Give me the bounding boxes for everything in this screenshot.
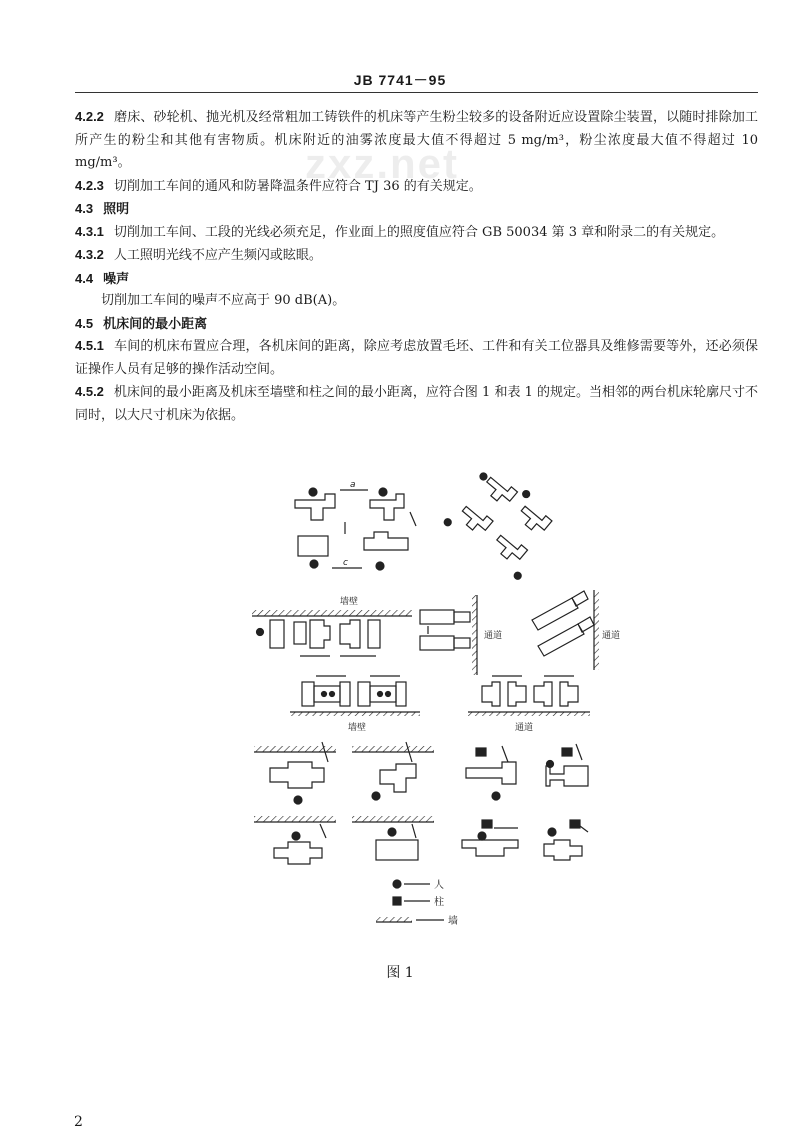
legend-column-label: 柱 — [434, 897, 444, 908]
label-aisle-left: 通道 — [484, 631, 503, 641]
clause-4-3-1: 4.3.1 切削加工车间、工段的光线必须充足，作业面上的照度值应符合 GB 50034 第 3 章和附录二的有关规定。 — [75, 223, 725, 240]
legend-wall-label: 墙 — [448, 916, 458, 927]
diagram-floor-row — [290, 676, 590, 733]
legend-person-icon — [393, 880, 401, 888]
diagram-wall-row — [252, 595, 412, 656]
clause-4-2-3: 4.2.3 切削加工车间的通风和防暑降温条件应符合 TJ 36 的有关规定。 — [75, 177, 482, 194]
label-wall-floor: 墙壁 — [348, 723, 367, 733]
diagram-side-wall — [420, 590, 620, 675]
label-a: a — [350, 480, 356, 490]
label-c: c — [343, 558, 348, 568]
diagram-row-4 — [254, 742, 588, 804]
figure-caption: 图 1 — [386, 965, 414, 981]
legend-person-label: 人 — [434, 880, 444, 891]
clause-4-2-2: 4.2.2 磨床、砂轮机、抛光机及经常粗加工铸铁件的机床等产生粉尘较多的设备附近应设置除尘装置，以随时排除加工所产生的粉尘和其他有害物质。机床附近的油雾浓度最大值不得超过 5 mg/m³，粉尘浓度最大值不得超过 10 mg/m³。 — [75, 109, 758, 170]
diagram-row-5 — [254, 816, 588, 864]
legend-column-icon — [393, 897, 401, 905]
legend-wall-icon — [376, 917, 412, 922]
watermark: zxz.net — [305, 140, 460, 187]
page-number: 2 — [74, 1114, 83, 1130]
clause-4-3-2: 4.3.2 人工照明光线不应产生频闪或眩眼。 — [75, 247, 322, 263]
heading-4-4: 4.4 噪声 — [75, 270, 130, 286]
label-aisle-floor: 通道 — [515, 723, 534, 733]
clause-4-5-2: 4.5.2 机床间的最小距离及机床至墙壁和柱之间的最小距离，应符合图 1 和表 1 的规定。当相邻的两台机床轮廓尺寸不同时，以大尺寸机床为依据。 — [75, 384, 758, 423]
clause-4-4-text: 切削加工车间的噪声不应高于 90 dB(A)。 — [101, 293, 346, 308]
diagram-diagonal-layout — [441, 470, 566, 584]
clause-4-5-1: 4.5.1 车间的机床布置应合理，各机床间的距离，除应考虑放置毛坯、工件和有关工位器具及维修需要等外，还必须保证操作人员有足够的操作活动空间。 — [75, 338, 758, 377]
figure-legend — [376, 878, 458, 927]
heading-4-5: 4.5 机床间的最小距离 — [75, 315, 208, 331]
label-wall-top: 墙壁 — [340, 597, 359, 607]
document-header: JB 7741－95 — [353, 72, 447, 88]
body-text — [75, 106, 758, 427]
figure-1-diagram — [240, 470, 620, 940]
header-rule — [75, 92, 758, 93]
heading-4-3: 4.3 照明 — [75, 201, 130, 216]
diagram-grid-layout — [295, 480, 416, 570]
label-aisle-right: 通道 — [602, 631, 620, 641]
